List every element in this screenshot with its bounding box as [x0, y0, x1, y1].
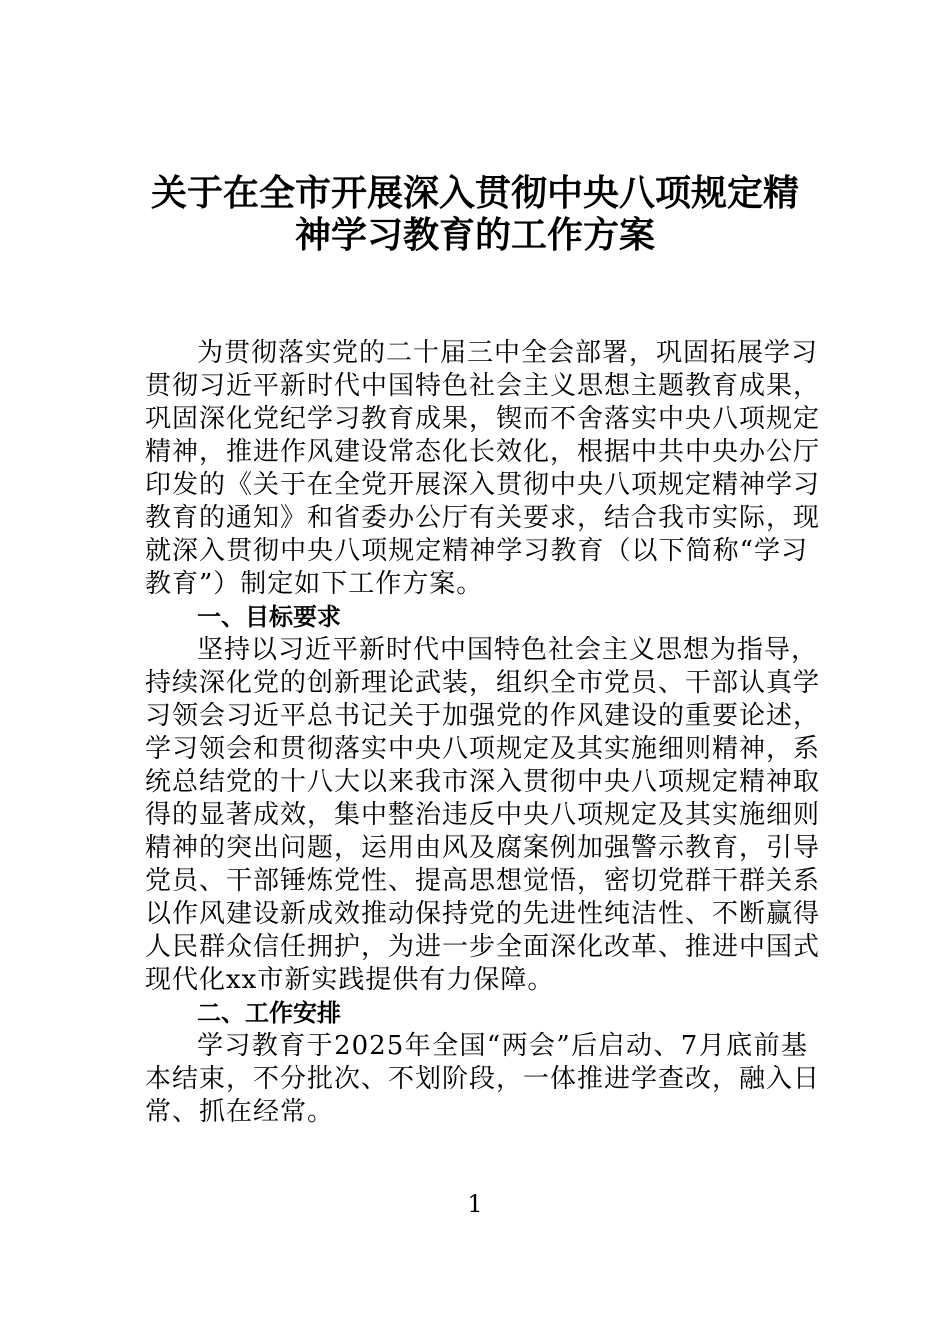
section1-line: 统总结党的十八大以来我市深入贯彻中央八项规定精神取: [145, 767, 821, 797]
document-title-line-1: 关于在全市开展深入贯彻中央八项规定精: [150, 173, 799, 214]
document-title-line-2: 神学习教育的工作方案: [294, 215, 655, 256]
intro-line: 贯彻习近平新时代中国特色社会主义思想主题教育成果，: [145, 371, 821, 401]
section1-line: 坚持以习近平新时代中国特色社会主义思想为指导，: [197, 635, 819, 665]
section-heading-arrangements: 二、工作安排: [197, 999, 341, 1027]
section1-line: 得的显著成效，集中整治违反中央八项规定及其实施细则: [145, 800, 821, 830]
intro-line: 精神，推进作风建设常态化长效化，根据中共中央办公厅: [145, 437, 821, 467]
section1-line: 精神的突出问题，运用由风及腐案例加强警示教育，引导: [145, 833, 821, 863]
section1-line: 习领会习近平总书记关于加强党的作风建设的重要论述，: [145, 701, 821, 731]
section1-line: 党员、干部锤炼党性、提高思想觉悟，密切党群干群关系: [145, 866, 821, 896]
intro-line: 就深入贯彻中央八项规定精神学习教育（以下简称“学习: [145, 536, 808, 566]
intro-line: 印发的《关于在全党开展深入贯彻中央八项规定精神学习: [145, 470, 821, 500]
intro-line: 教育”）制定如下工作方案。: [145, 569, 484, 599]
section1-line: 以作风建设新成效推动保持党的先进性纯洁性、不断赢得: [145, 899, 821, 929]
section1-line: 持续深化党的创新理论武装，组织全市党员、干部认真学: [145, 668, 821, 698]
section1-line: 学习领会和贯彻落实中央八项规定及其实施细则精神，系: [145, 734, 821, 764]
section2-line: 常、抓在经常。: [145, 1097, 335, 1127]
section1-line: 人民群众信任拥护，为进一步全面深化改革、推进中国式: [145, 932, 821, 962]
section-heading-goals: 一、目标要求: [197, 603, 341, 631]
section2-line: 学习教育于2025年全国“两会”后启动、7月底前基: [197, 1031, 808, 1061]
section1-line: 现代化xx市新实践提供有力保障。: [145, 965, 555, 995]
intro-line: 为贯彻落实党的二十届三中全会部署，巩固拓展学习: [197, 338, 819, 368]
page-number: 1: [467, 1190, 483, 1218]
intro-line: 巩固深化党纪学习教育成果，锲而不舍落实中央八项规定: [145, 404, 821, 434]
intro-line: 教育的通知》和省委办公厅有关要求，结合我市实际，现: [145, 503, 821, 533]
section2-line: 本结束，不分批次、不划阶段，一体推进学查改，融入日: [145, 1064, 821, 1094]
